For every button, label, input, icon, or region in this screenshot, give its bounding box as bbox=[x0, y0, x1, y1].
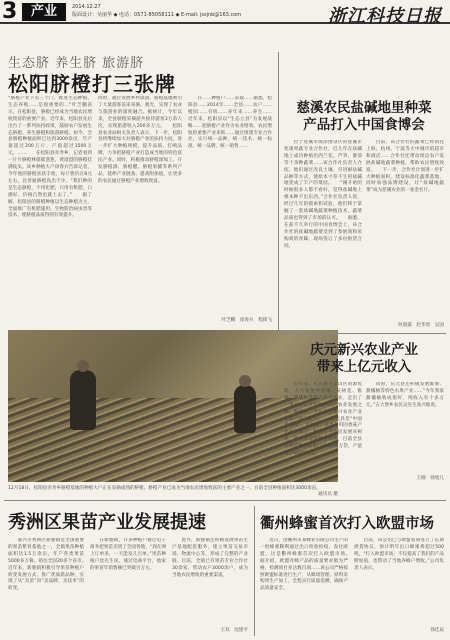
lead-column-1: “脐橙产业下有三个门，推进生态种植、生态养殖……是很重要的…”叶芝鹏表示，在松阳县，脐橙已经成为当地农民增收致富的重要产业。近年来，松阳县先后出台了一系列扶持政策，鼓励农户发展生态脐橙、养生脐橙和旅游脐橙。如今，全县脐橙种植面积已达到3000余亩，年产量超过200万斤，产值超过1500万元。…… 在松阳县赤寿乡，记者看到一片片脐橙林郁郁葱葱，黄澄澄的脐橙挂满枝头。该乡种植大户徐春兵告诉记者，今年他的脐橙喜获丰收，每斤售价在8元左右，比普通脐橙高出不少。“我们种的是生态脐橙，不用化肥，只用有机肥，口感好，价格自然也就上去了。” 据了解，松阳县的脐橙种植以生态种植为主，全面推广有机肥施用、生物防治病虫害等技术，使脐橙品质得到有效提升。 bbox=[8, 96, 92, 219]
xiuzhou-column-2: 在新塍镇，许多种植户通过电子商务把果苗卖到了全国各地。“现在网上订单多，一天能发几百单。”果苗种植户沈先生说，通过电商平台，他家的果苗年销售额已突破百万元。 bbox=[90, 538, 166, 571]
qingyuan-column-1: 近年来，庆元县立足山区资源优势，大力发展食用菌、灰树花、锥栗、甜橘柚等新兴农业产业，走出了一条具有山区特色的现代农业发展之路。据统计，今年全县新兴农业产业实现产值上亿元。 庆元县是“中国香菇城”，近年来，该县在巩固香菇产业的基础上，积极引导农民发展灰树花、黑木耳等珍稀食用菌，目前全县灰树花种植规模已达1000万袋，产值超过5000万元。 bbox=[284, 382, 362, 457]
caption-text: 12月18日，松阳县赤寿乡脐橙基地的种植大户正在采摘成熟的脐橙。脐橙产业已成为当地农民增收致富的主要产业之一，目前全县种植面积达3000余亩。 bbox=[8, 486, 321, 491]
bottom-divider bbox=[4, 500, 446, 501]
section-divider bbox=[282, 333, 446, 334]
page-number: 3 bbox=[2, 0, 18, 24]
masthead bbox=[0, 0, 450, 27]
qingyuan-byline: 王刚 徐旭儿 bbox=[416, 476, 444, 481]
lead-column-3: 在……种植户……采取……据悉，松阳县……2014年……全县……农户……橙园……有机……多年来……养生…… 近年来，松阳县以“生态立县”为发展战略……把脐橙产业作为农业增效、农民增收的重要产业来抓……通过组建专业合作社，实行统一品种、统一技术、统一标准、统一品牌、统一销售…… bbox=[188, 96, 272, 150]
quzhou-column-2: 目前，该公司已与欧盟客商签订了长期供货协议，预计明年出口蜂蜜将超过500吨。“打入欧盟市场，不仅提高了我们的产品附加值，也带动了当地养蜂户增收。”公司负责人表示。 bbox=[354, 538, 444, 571]
cixi-byline: 何晨露 赵华勇 吴国 bbox=[398, 323, 444, 328]
cixi-headline-line-2: 产品打入中国食博会 bbox=[303, 117, 425, 133]
quzhou-column-1: 近日，由衢州市某蜂业有限公司生产的一批蜂蜜顺利通过出口检验检疫，发往欧盟，这是衢州蜂蜜首次打入欧盟市场。 据介绍，欧盟对蜂产品的质量要求极为严格，检测项目多达数百项……该公司严格按照欧盟标准进行生产，从蜂场管理、原料采购到生产加工，全程实行质量追溯，确保产品质量安全。 bbox=[260, 538, 348, 592]
lead-byline: 叶芝鹏 徐春兵 程锋飞 bbox=[221, 318, 272, 323]
quzhou-headline: 衢州蜂蜜首次打入欧盟市场 bbox=[260, 516, 434, 532]
quzhou-byline: 徐佳辰 bbox=[430, 628, 444, 633]
cixi-column-2: 目前，该合作社的蔬菜已经销往上海、杭州、宁波等大中城市的超市和酒店……合作社还带动周边农户发展盐碱地蔬菜种植，帮助农民增收致富。 下一步，合作社计划进一步扩大种植面积，建设标准化蔬菜基地，同时加强品牌建设，让“盐碱地蔬菜”成为慈溪农业的一张金名片。 bbox=[366, 140, 444, 194]
lead-column-2: 同时，通过发展乡村旅游，脐橙基地吸引了大量游客前来采摘、观光，实现了农业与旅游业的深度融合。据统计，今年以来，全县脐橙采摘游共接待游客3万余人次，实现旅游收入200多万元。 松阳县农业局相关负责人表示，下一步，松阳县将继续加大对脐橙产业的扶持力度，进一步扩大种植规模，提升品质，打响品牌，力争把脐橙产业打造成当地的特色富民产业。同时，积极推动脐橙深加工，开发脐橙酒、脐橙醋、脐橙果脯等系列产品，延伸产业链条，提高附加值，让更多的农民通过脐橙产业增收致富。 bbox=[98, 96, 182, 184]
editor-contact: 版面设计：吴丽华 ◆ 电话：0571-85058111 ◆ E-mail: jssjnb@163.com bbox=[72, 12, 242, 18]
xiuzhou-column-1: 嘉兴市秀洲区新塍镇是全国重要的果苗繁育基地之一，全镇果苗种植面积达1.5万余亩，年产各类果苗5000多万株，销往全国20多个省市。 近年来，新塍镇积极引导果苗种植户转变发展方式，推广优质新品种，实现了从“卖苗”向“卖品牌、卖技术”的转变。 bbox=[8, 538, 84, 592]
photo-person bbox=[234, 385, 256, 433]
photo-credit: 通讯员 摄 bbox=[318, 492, 338, 498]
newspaper-brand: 浙江科技日报 bbox=[328, 6, 442, 27]
lead-headline: 松阳脐橙打三张牌 bbox=[8, 72, 176, 96]
column-divider bbox=[254, 506, 255, 636]
section-label: 产业 bbox=[22, 3, 66, 21]
photo-person bbox=[70, 370, 96, 430]
xiuzhou-byline: 王双 沈建平 bbox=[220, 628, 248, 633]
cixi-headline-line-1: 慈溪农民盐碱地里种菜 bbox=[296, 100, 432, 116]
qingyuan-headline-line-1: 庆元新兴农业产业 bbox=[310, 342, 418, 358]
qingyuan-headline bbox=[282, 342, 446, 376]
qingyuan-headline-line-2: 带来上亿元收入 bbox=[316, 359, 412, 375]
qingyuan-column-2: 同时，庆元县还积极发展锥栗、甜橘柚等特色水果产业……“今年我家甜橘柚收成很好，纯收入有十多万元。”五大堡乡农民吴先生高兴地说。 bbox=[366, 382, 444, 408]
issue-date: 2014.12.27 bbox=[72, 4, 101, 10]
photo-caption bbox=[8, 486, 338, 499]
cixi-column-1: 位于慈溪市海涂围垦区的慈溪市兆康果蔬专业合作社，近几年在盐碱地上成功种植出西兰花、芦笋、番茄等十余种蔬菜……该合作社负责人介绍，他们通过改良土壤、引进耐盐碱品种等方式，使原本寸草不生的盐碱地变成了丰产的菜园。 “刚开始的时候很多人都不看好，觉得盐碱地上根本种不出东西。”合作社负责人说，经过几年的摸索和试验，他们终于掌握了一套盐碱地蔬菜种植技术，蔬菜品质也得到了市场的认可。 据悉，在前不久举行的中国食博会上，该合作社的盐碱地蔬菜受到了参展商和采购商的青睐，现场签订了多份供货合同。 bbox=[284, 140, 362, 249]
photo-person-head bbox=[77, 360, 89, 372]
xiuzhou-headline: 秀洲区果苗产业发展提速 bbox=[8, 512, 206, 533]
photo-person-head bbox=[239, 375, 251, 387]
cixi-headline bbox=[282, 100, 446, 134]
lead-kicker: 生态脐 养生脐 旅游脐 bbox=[8, 56, 145, 71]
xiuzhou-column-3: 此外，新塍镇还积极发展果苗生产基地配套服务，建立果苗交易市场、物流中心等，形成了完整的产业链。目前，全镇已有果苗专业合作社30余家，带动农户3000余户，成为当地农民增收的重要渠道。 bbox=[172, 538, 248, 578]
page-meta bbox=[72, 3, 241, 19]
